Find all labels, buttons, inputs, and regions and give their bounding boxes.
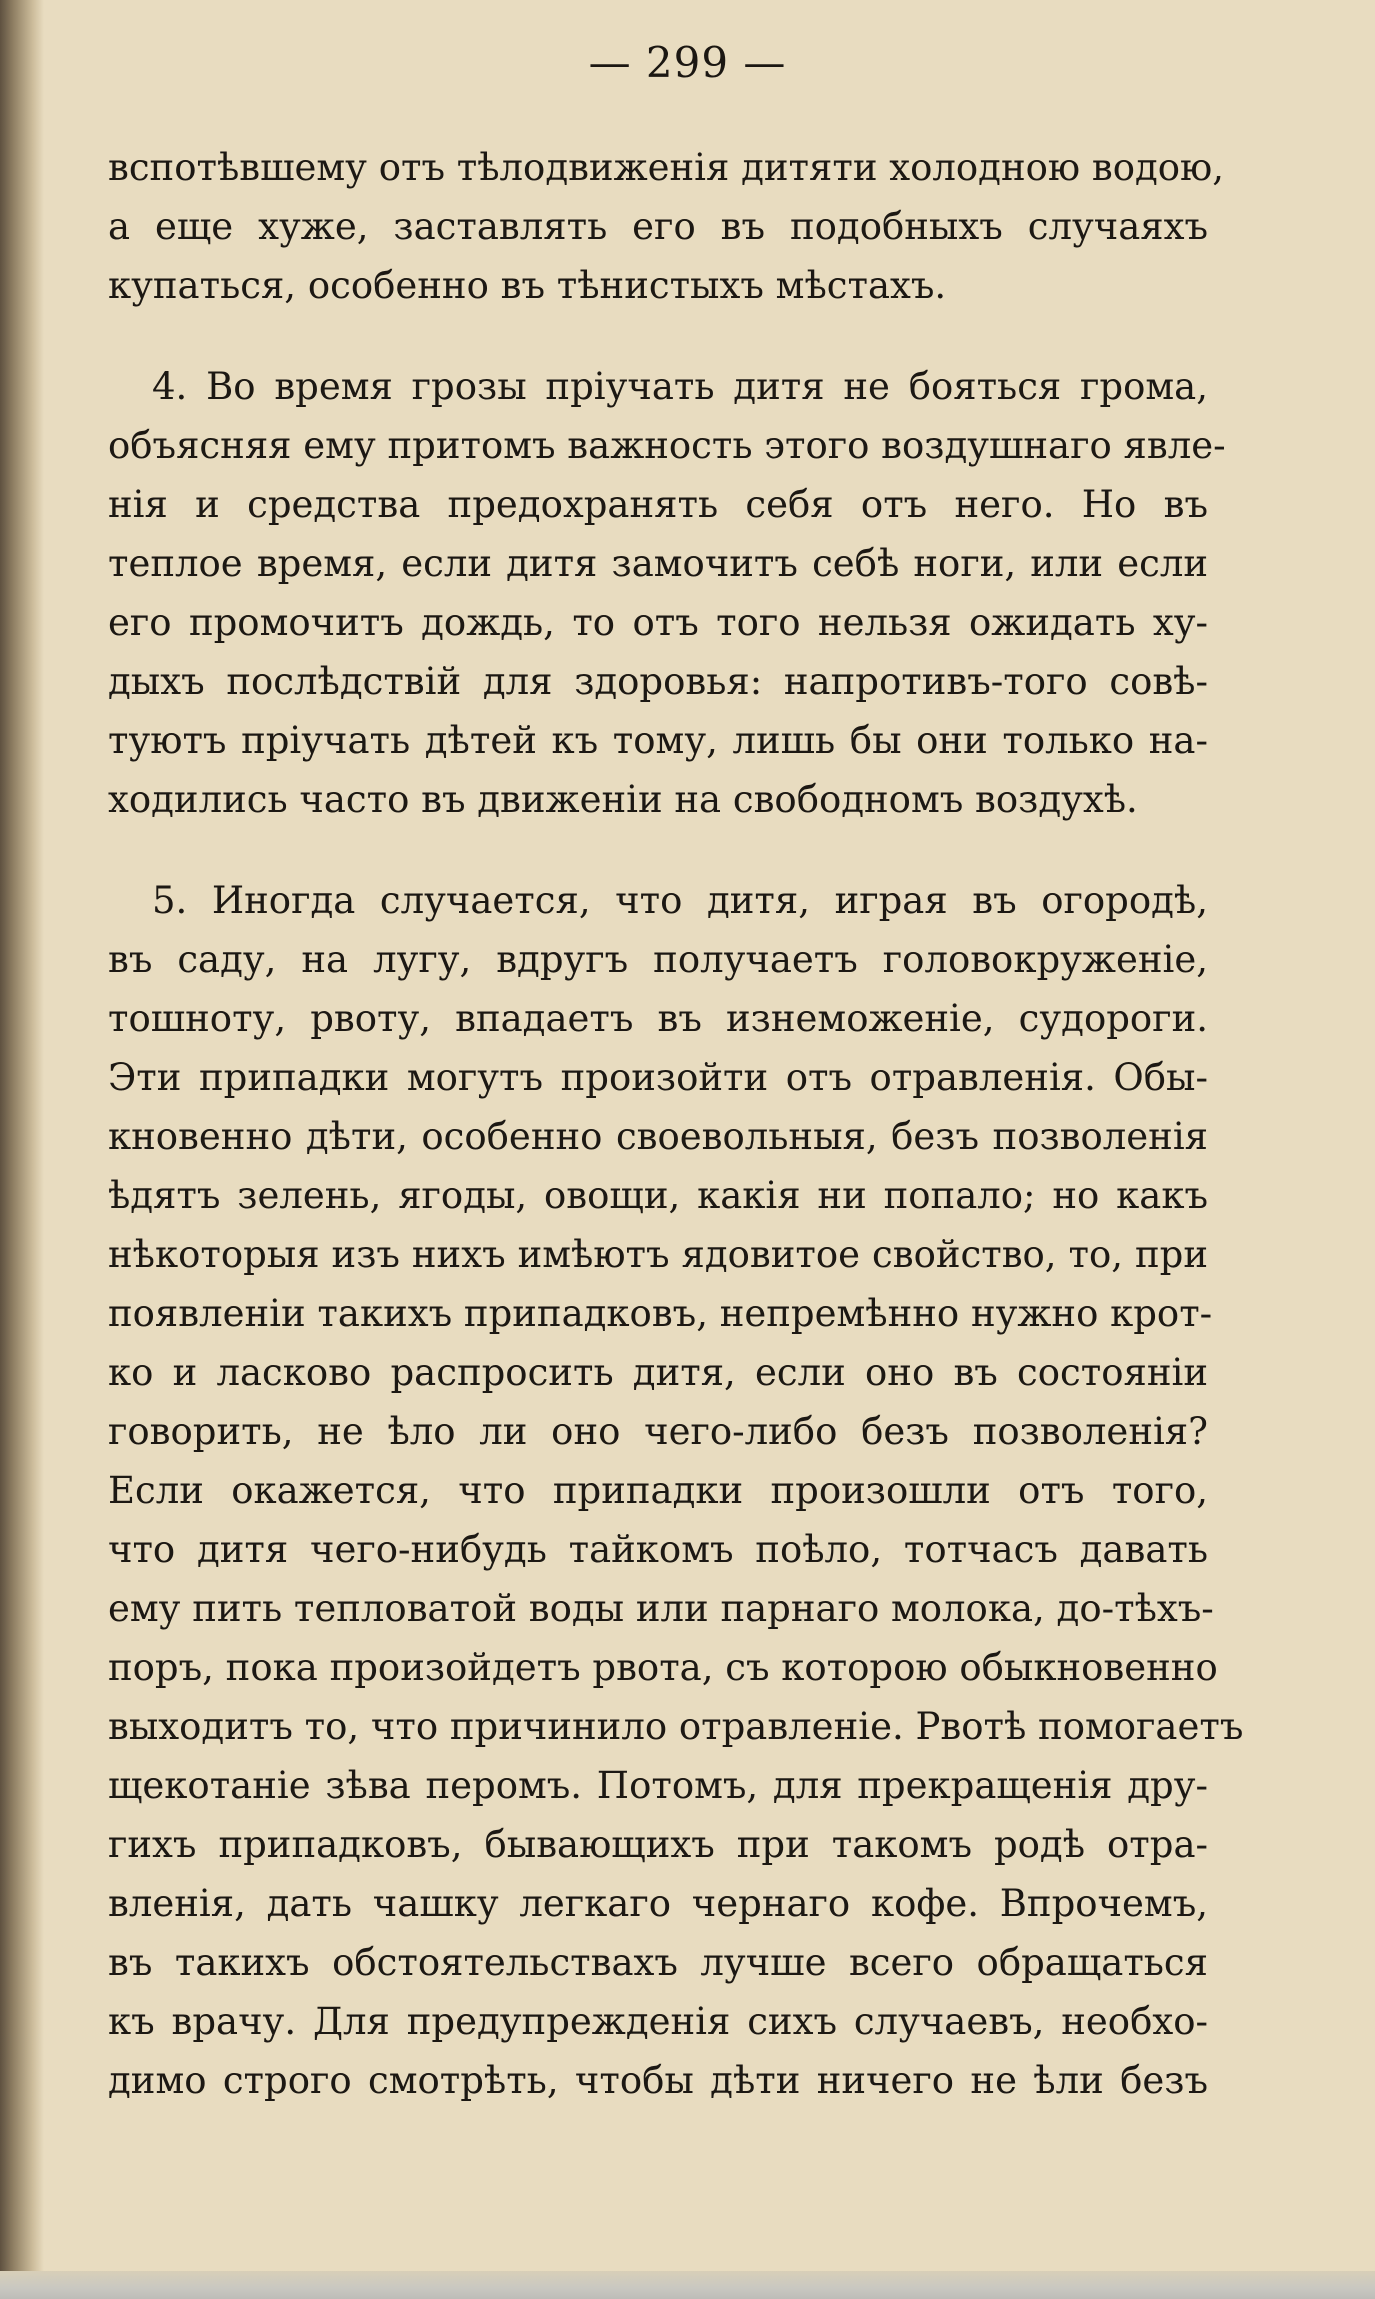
text-line: купаться, особенно въ тѣнистыхъ мѣстахъ. [108, 264, 947, 307]
text-line: вспотѣвшему отъ тѣлодвиженія дитяти холодною водою, [108, 146, 1225, 189]
text-line: что дитя чего-нибудь тайкомъ поѣло, тотчасъ давать [108, 1528, 1208, 1571]
text-line: туютъ пріучать дѣтей къ тому, лишь бы они только на- [108, 719, 1208, 762]
text-line: въ такихъ обстоятельствахъ лучше всего обращаться [108, 1941, 1208, 1984]
text-line: Если окажется, что припадки произошли отъ того, [108, 1469, 1208, 1512]
text-line: димо строго смотрѣть, чтобы дѣти ничего не ѣли безъ [108, 2059, 1208, 2102]
text-line: ходились часто въ движеніи на свободномъ воздухѣ. [108, 778, 1138, 821]
text-line: тошноту, рвоту, впадаетъ въ изнеможеніе, судороги. [108, 997, 1208, 1040]
paragraph-gap [108, 315, 1208, 357]
text-line: гихъ припадковъ, бывающихъ при такомъ родѣ отра- [108, 1823, 1208, 1866]
text-line: говорить, не ѣло ли оно чего-либо безъ позволенія? [108, 1410, 1208, 1453]
text-line: 4. Во время грозы пріучать дитя не бояться грома, [152, 365, 1208, 408]
text-line: выходитъ то, что причинило отравленіе. Рвотѣ помогаетъ [108, 1705, 1244, 1748]
text-line: ко и ласково распросить дитя, если оно въ состояніи [108, 1351, 1208, 1394]
text-line: дыхъ послѣдствій для здоровья: напротивъ-того совѣ- [108, 660, 1208, 703]
spine-shadow [0, 0, 44, 2299]
text-line: 5. Иногда случается, что дитя, играя въ огородѣ, [152, 879, 1208, 922]
text-line: нѣкоторыя изъ нихъ имѣютъ ядовитое свойство, то, при [108, 1233, 1208, 1276]
page-number: — 299 — [588, 38, 787, 87]
text-line: объясняя ему притомъ важность этого воздушнаго явле- [108, 424, 1226, 467]
text-line: ѣдятъ зелень, ягоды, овощи, какія ни попало; но какъ [108, 1174, 1208, 1217]
text-line: теплое время, если дитя замочитъ себѣ ноги, или если [108, 542, 1208, 585]
paragraph-2 [108, 357, 1226, 829]
text-line: въ саду, на лугу, вдругъ получаетъ головокруженіе, [108, 938, 1208, 981]
text-line: его промочитъ дождь, то отъ того нельзя ожидать ху- [108, 601, 1208, 644]
text-line: Эти припадки могутъ произойти отъ отравленія. Обы- [108, 1056, 1208, 1099]
text-line: ему пить тепловатой воды или парнаго молока, до-тѣхъ- [108, 1587, 1214, 1630]
body-text [108, 138, 1244, 2110]
text-line: вленія, дать чашку легкаго чернаго кофе. Впрочемъ, [108, 1882, 1208, 1925]
paragraph-gap [108, 829, 1208, 871]
text-line: поръ, пока произойдетъ рвота, съ которою обыкновенно [108, 1646, 1218, 1689]
text-line: къ врачу. Для предупрежденія сихъ случаевъ, необхо- [108, 2000, 1208, 2043]
text-line: щекотаніе зѣва перомъ. Потомъ, для прекращенія дру- [108, 1764, 1208, 1807]
text-line: а еще хуже, заставлять его въ подобныхъ случаяхъ [108, 205, 1208, 248]
text-line: появленіи такихъ припадковъ, непремѣнно нужно крот- [108, 1292, 1213, 1335]
text-line: кновенно дѣти, особенно своевольныя, безъ позволенія [108, 1115, 1208, 1158]
paragraph-1 [108, 138, 1225, 315]
paragraph-3 [108, 871, 1244, 2110]
text-line: нія и средства предохранять себя отъ него. Но въ [108, 483, 1208, 526]
page-bottom-edge [0, 2271, 1375, 2299]
